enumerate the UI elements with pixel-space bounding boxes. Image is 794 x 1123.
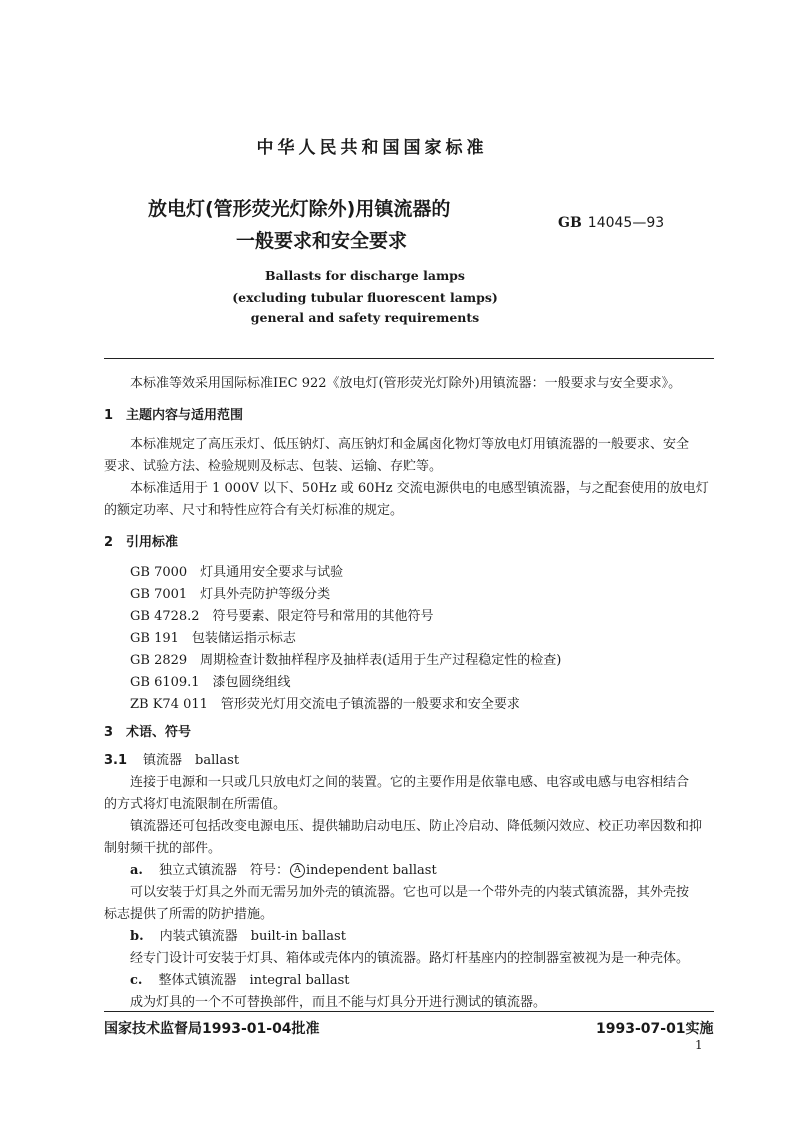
section-1-para-1-line-1: 本标准规定了高压汞灯、低压钠灯、高压钠灯和金属卤化物灯等放电灯用镇流器的一般要求、安全	[130, 437, 690, 452]
term-number: 3.1	[104, 753, 128, 768]
standard-number	[558, 215, 664, 231]
section-2-heading: 2 引用标准	[104, 535, 179, 550]
item-a	[130, 859, 437, 878]
term-3-1	[104, 749, 239, 768]
page-number: 1	[695, 1038, 703, 1052]
intro-text: 本标准等效采用国际标准IEC 922《放电灯(管形荧光灯除外)用镇流器：一般要求与安全要求》。	[130, 376, 682, 391]
item-c-label: c.	[130, 973, 143, 988]
reference-item: GB 6109.1 漆包圆绕组线	[130, 675, 291, 690]
reference-item: GB 2829 周期检查计数抽样程序及抽样表(适用于生产过程稳定性的检查)	[130, 653, 562, 668]
implementation-date: 1993-07-01实施	[596, 1021, 714, 1037]
reference-item: GB 7001 灯具外壳防护等级分类	[130, 587, 331, 602]
independent-ballast-symbol: A	[290, 863, 305, 878]
item-c	[130, 969, 350, 988]
english-title-line-1: Ballasts for discharge lamps	[265, 268, 465, 283]
reference-item: GB 4728.2 符号要素、限定符号和常用的其他符号	[130, 609, 434, 624]
header-rule	[104, 358, 714, 359]
footer-rule	[104, 1011, 714, 1012]
section-3-heading: 3 术语、符号	[104, 725, 192, 740]
approval-text: 国家技术监督局1993-01-04批准	[104, 1021, 320, 1037]
definition-2-line-1: 镇流器还可包括改变电源电压、提供辅助启动电压、防止冷启动、降低频闪效应、校正功率因数和抑	[130, 819, 703, 834]
item-b-desc: 经专门设计可安装于灯具、箱体或壳体内的镇流器。路灯杆基座内的控制器室被视为是一种壳体。	[130, 951, 690, 966]
standard-code: 14045—93	[587, 215, 665, 231]
item-b-label: b.	[130, 929, 144, 944]
reference-item: ZB K74 011 管形荧光灯用交流电子镇流器的一般要求和安全要求	[130, 697, 520, 712]
english-title-line-2: (excluding tubular fluorescent lamps)	[232, 290, 498, 305]
item-a-english: independent ballast	[305, 863, 437, 878]
item-a-text: 独立式镇流器 符号：	[158, 863, 289, 878]
item-a-desc-line-1: 可以安装于灯具之外而无需另加外壳的镇流器。它也可以是一个带外壳的内装式镇流器，其外壳按	[130, 885, 690, 900]
title-line-2: 一般要求和安全要求	[236, 230, 408, 252]
section-1-para-2-line-2: 的额定功率、尺寸和特性应符合有关灯标准的规定。	[104, 503, 404, 518]
definition-2-line-2: 制射频干扰的部件。	[104, 841, 222, 856]
item-b-text: 内装式镇流器 built-in ballast	[159, 929, 346, 944]
item-a-desc-line-2: 标志提供了所需的防护措施。	[104, 907, 274, 922]
standard-prefix: GB	[558, 215, 582, 231]
item-c-desc: 成为灯具的一个不可替换部件，而且不能与灯具分开进行测试的镇流器。	[130, 995, 547, 1010]
section-1-para-2-line-1: 本标准适用于 1 000V 以下、50Hz 或 60Hz 交流电源供电的电感型镇流器，与之配套使用的放电灯	[130, 481, 709, 496]
definition-line-2: 的方式将灯电流限制在所需值。	[104, 797, 287, 812]
section-1-heading: 1 主题内容与适用范围	[104, 408, 244, 423]
reference-item: GB 7000 灯具通用安全要求与试验	[130, 565, 344, 580]
title-line-1: 放电灯(管形荧光灯除外)用镇流器的	[148, 198, 451, 220]
org-title: 中华人民共和国国家标准	[256, 138, 488, 158]
english-title-line-3: general and safety requirements	[250, 310, 480, 325]
definition-line-1: 连接于电源和一只或几只放电灯之间的装置。它的主要作用是依靠电感、电容或电感与电容相结合	[130, 775, 690, 790]
item-b	[130, 925, 346, 944]
term-name: 镇流器 ballast	[143, 753, 240, 768]
item-a-label: a.	[130, 863, 143, 878]
item-c-text: 整体式镇流器 integral ballast	[158, 973, 350, 988]
section-1-para-1-line-2: 要求、试验方法、检验规则及标志、包装、运输、存贮等。	[104, 459, 443, 474]
reference-item: GB 191 包装储运指示标志	[130, 631, 296, 646]
